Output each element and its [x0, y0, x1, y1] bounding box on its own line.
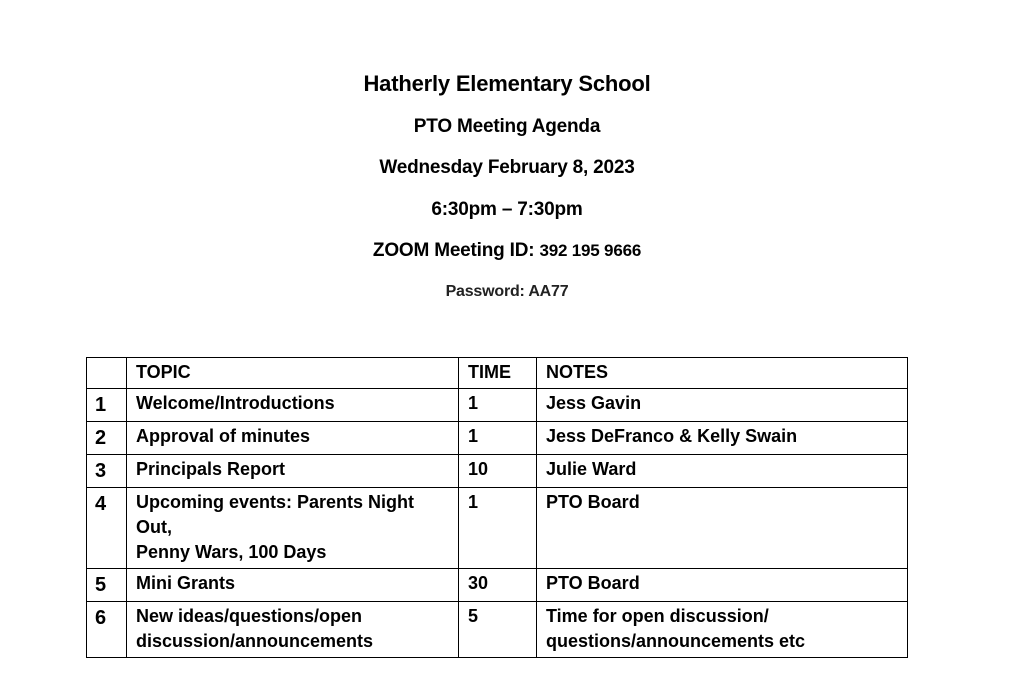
table-header-row: [87, 358, 908, 389]
row-topic: Mini Grants: [127, 569, 459, 602]
table-row: [87, 488, 908, 569]
row-number: 2: [87, 422, 127, 455]
row-topic: Welcome/Introductions: [127, 389, 459, 422]
zoom-label: ZOOM Meeting ID:: [372, 240, 535, 261]
row-number: 1: [87, 389, 127, 422]
row-topic: Approval of minutes: [127, 422, 459, 455]
row-notes: [537, 602, 908, 658]
row-notes: Jess Gavin: [537, 389, 908, 422]
row-number: 5: [87, 569, 127, 602]
row-notes: PTO Board: [537, 488, 908, 569]
row-topic-line: Upcoming events: Parents Night Out,: [136, 492, 415, 537]
row-number: 6: [87, 602, 127, 658]
zoom-password: Password: AA77: [445, 283, 569, 300]
column-header-notes: NOTES: [537, 358, 908, 389]
row-topic-line: discussion/announcements: [136, 631, 374, 651]
row-notes: Julie Ward: [537, 455, 908, 488]
row-number: 4: [87, 488, 127, 569]
row-number: 3: [87, 455, 127, 488]
row-topic-line: Penny Wars, 100 Days: [136, 542, 327, 562]
table-row: [87, 422, 908, 455]
row-topic: [127, 602, 459, 658]
meeting-title: PTO Meeting Agenda: [413, 116, 601, 137]
row-time: 1: [459, 389, 537, 422]
table-row: [87, 569, 908, 602]
row-time: 30: [459, 569, 537, 602]
zoom-meeting-line: [0, 240, 1014, 262]
row-time: 10: [459, 455, 537, 488]
table-row: [87, 389, 908, 422]
column-header-topic: TOPIC: [127, 358, 459, 389]
meeting-time: 6:30pm – 7:30pm: [431, 199, 583, 220]
table-row: [87, 602, 908, 658]
column-header-time: TIME: [459, 358, 537, 389]
zoom-id: 392 195 9666: [539, 241, 642, 260]
row-topic-line: New ideas/questions/open: [136, 606, 363, 626]
row-topic: [127, 488, 459, 569]
row-notes-line: questions/announcements etc: [546, 631, 806, 651]
table-row: [87, 455, 908, 488]
row-notes: Jess DeFranco & Kelly Swain: [537, 422, 908, 455]
row-notes-line: Time for open discussion/: [546, 606, 769, 626]
meeting-date: Wednesday February 8, 2023: [379, 157, 635, 178]
column-header-number: [87, 358, 127, 389]
row-notes: PTO Board: [537, 569, 908, 602]
row-time: 1: [459, 422, 537, 455]
school-name: Hatherly Elementary School: [363, 71, 651, 96]
row-time: 5: [459, 602, 537, 658]
row-time: 1: [459, 488, 537, 569]
agenda-table: [86, 357, 908, 658]
row-topic: Principals Report: [127, 455, 459, 488]
